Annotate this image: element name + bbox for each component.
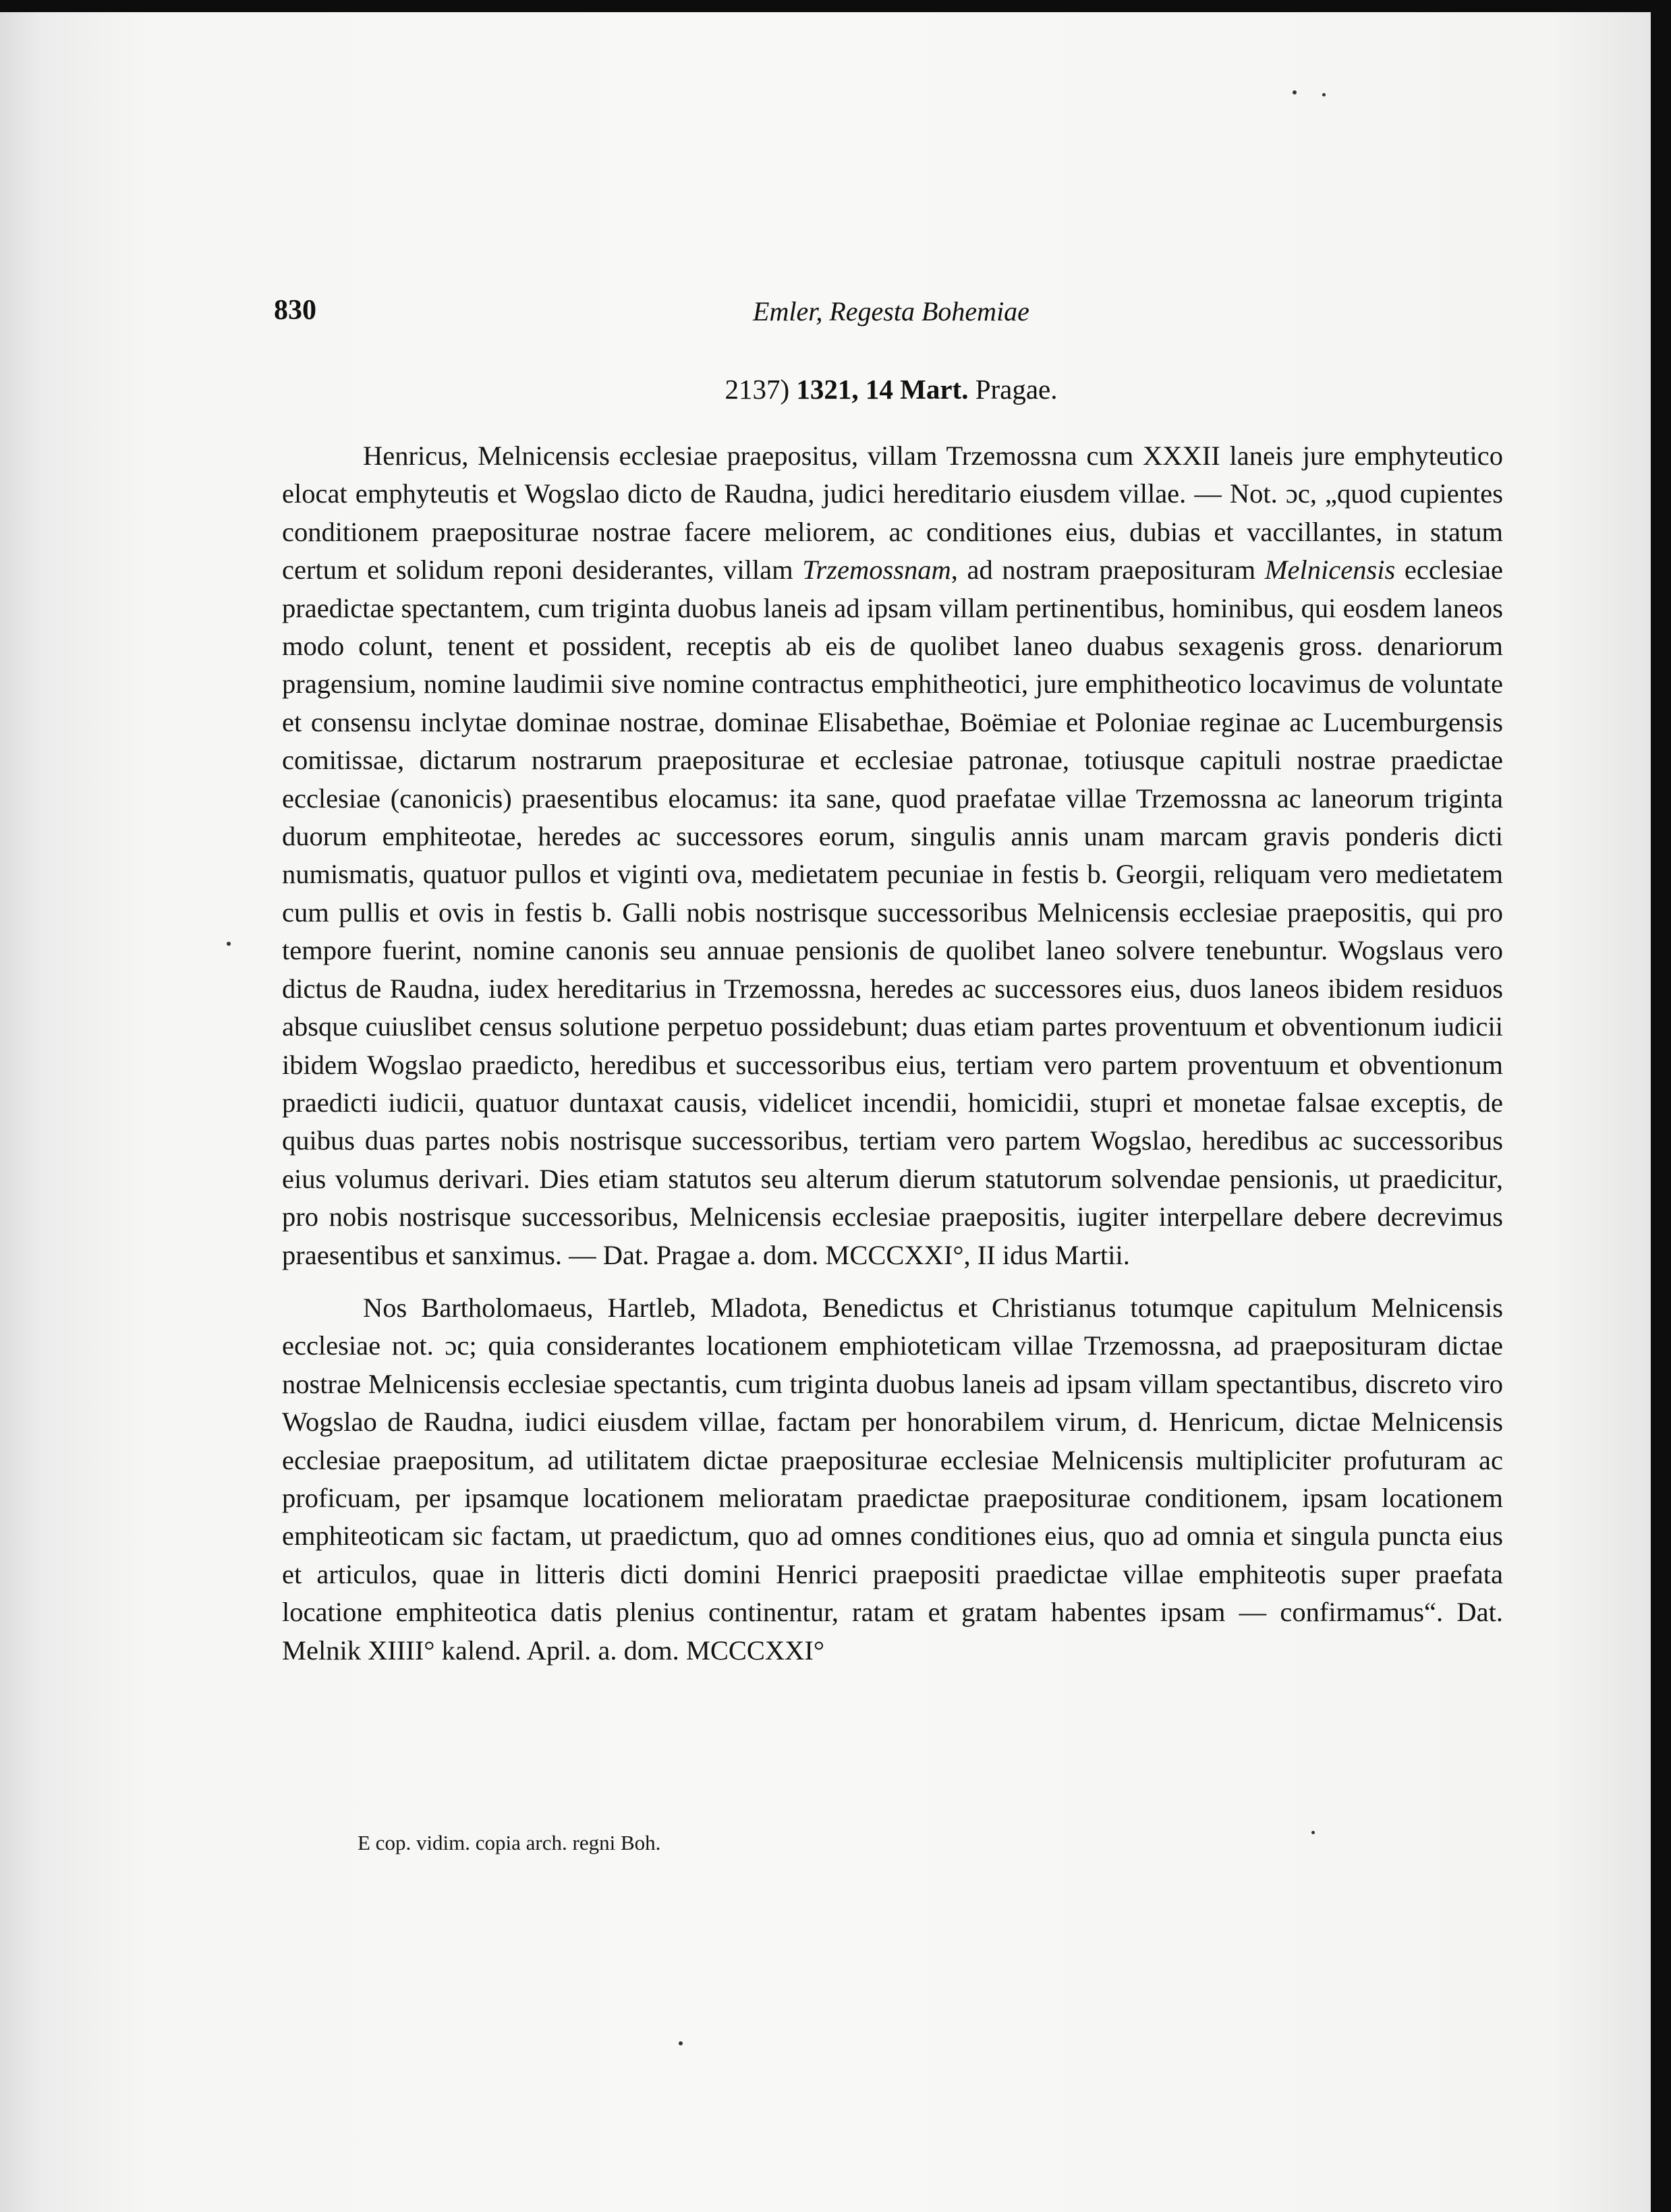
- entry-place: Pragae.: [975, 374, 1058, 405]
- entry-number: 2137): [725, 374, 790, 405]
- scan-border-right: [1651, 0, 1671, 2212]
- book-page: [0, 12, 1651, 2212]
- paragraph-regest: [282, 437, 1503, 1274]
- paragraph-confirmation: [282, 1289, 1503, 1670]
- italic-place-name: Trzemossnam: [802, 555, 951, 586]
- scan-speck: [1322, 93, 1326, 96]
- running-title: Emler, Regesta Bohemiae: [753, 296, 1029, 327]
- entry-body: [282, 437, 1503, 1670]
- scan-speck: [1311, 1831, 1315, 1834]
- scan-speck: [1293, 90, 1297, 94]
- italic-place-name: Melnicensis: [1264, 555, 1396, 586]
- text-run: ecclesiae praedictae spectantem, cum triginta duobus laneis ad ipsam villam pertinentibus, hominibus, qui eosdem laneos modo colunt, tenent et possident, receptis ab eis de quolibet laneo duabus sexagenis gross. denariorum pragensium, nomine laudimii sive nomine contractus emphitheotici, jure emphitheotico locavimus de voluntate et consensu inclytae dominae nostrae, dominae Elisabethae, Boëmiae et Poloniae reginae ac Lucemburgensis comitissae, dictarum nostrarum praepositurae et ecclesiae patronae, totiusque capituli nostrae praedictae ecclesiae (canonicis) praesentibus elocamus: ita sane, quod praefatae villae Trzemossna ac laneorum triginta duorum emphiteotae, heredes ac successores eorum, singulis annis unam marcam gravis ponderis dicti numismatis, quatuor pullos et viginti ova, medietatem pecuniae in festis b. Georgii, reliquam vero medietatem cum pullis et ovis in festis b. Galli nobis nostrisque successoribus Melnicensis ecclesiae praepositis, qui pro tempore fuerint, nomine canonis seu annuae pensionis de quolibet laneo solvere tenebuntur. Wogslaus vero dictus de Raudna, iudex hereditarius in Trzemossna, heredes ac successores eius, duos laneos ibidem residuos absque cuiuslibet census solutione perpetuo possidebunt; duas etiam partes proventuum et obventionum iudicii ibidem Wogslao praedicto, heredibus et successoribus eius, tertiam vero partem proventuum et obventionum praedicti iudicii, quatuor duntaxat causis, videlicet incendii, homicidii, stupri et monetae falsae exceptis, de quibus duas partes nobis nostrisque successoribus, tertiam vero partem Wogslao, heredibus ac successoribus eius volumus derivari. Dies etiam statutos seu alterum dierum statutorum solvendae pensionis, ut praedicitur, pro nobis nostrisque successoribus, Melnicensis ecclesiae praepositis, iugiter interpellare debere decrevimus praesentibus et sanximus. — Dat. Pragae a. dom. MCCCXXI°, II idus Martii.: [282, 555, 1503, 1270]
- scan-speck: [227, 942, 231, 946]
- text-run: Nos Bartholomaeus, Hartleb, Mladota, Benedictus et Christianus totumque capitulum Melnicensis ecclesiae not. ɔc; quia considerantes locationem emphioteticam villae Trzemossna, ad praeposituram dictae nostrae Melnicensis ecclesiae spectantis, cum triginta duobus laneis ad ipsam villam spectantibus, discreto viro Wogslao de Raudna, iudici eiusdem villae, factam per honorabilem virum, d. Henricum, dictae Melnicensis ecclesiae praepositum, ad utilitatem dictae praepositurae ecclesiae Melnicensis multipliciter profuturam ac proficuam, per ipsamque locationem melioratam praedictae praepositurae conditionem, ipsam locationem emphiteoticam sic factam, ut praedictum, quo ad omnes conditiones eius, quo ad omnia et singula puncta eius et articulos, quae in litteris dicti domini Henrici praepositi praedictae villae emphiteotis super praefata locatione emphiteotica datis plenius continentur, ratam et gratam habentes ipsam — confirmamus“. Dat. Melnik XIIII° kalend. April. a. dom. MCCCXXI°: [282, 1292, 1503, 1666]
- entry-date: 1321, 14 Mart.: [796, 374, 969, 405]
- scan-speck: [679, 2041, 683, 2045]
- text-run: Henricus, Melnicensis ecclesiae praepositus, villam Trzemossna cum XXXII laneis jure emphyteutico elocat emphyteutis et Wogslao dicto de Raudna, judici hereditario eiusdem villae. — Not. ɔc, „quod cupientes conditionem praepositurae nostrae facere meliorem, ac conditiones eius, dubias et vaccillantes, in statum certum et solidum reponi desiderantes, villam: [282, 441, 1503, 586]
- text-run: , ad nostram praeposituram: [951, 555, 1265, 586]
- entry-heading: [274, 373, 1508, 405]
- page-number: 830: [274, 295, 316, 326]
- running-head: [274, 294, 1508, 341]
- source-note: E cop. vidim. copia arch. regni Boh.: [358, 1831, 661, 1854]
